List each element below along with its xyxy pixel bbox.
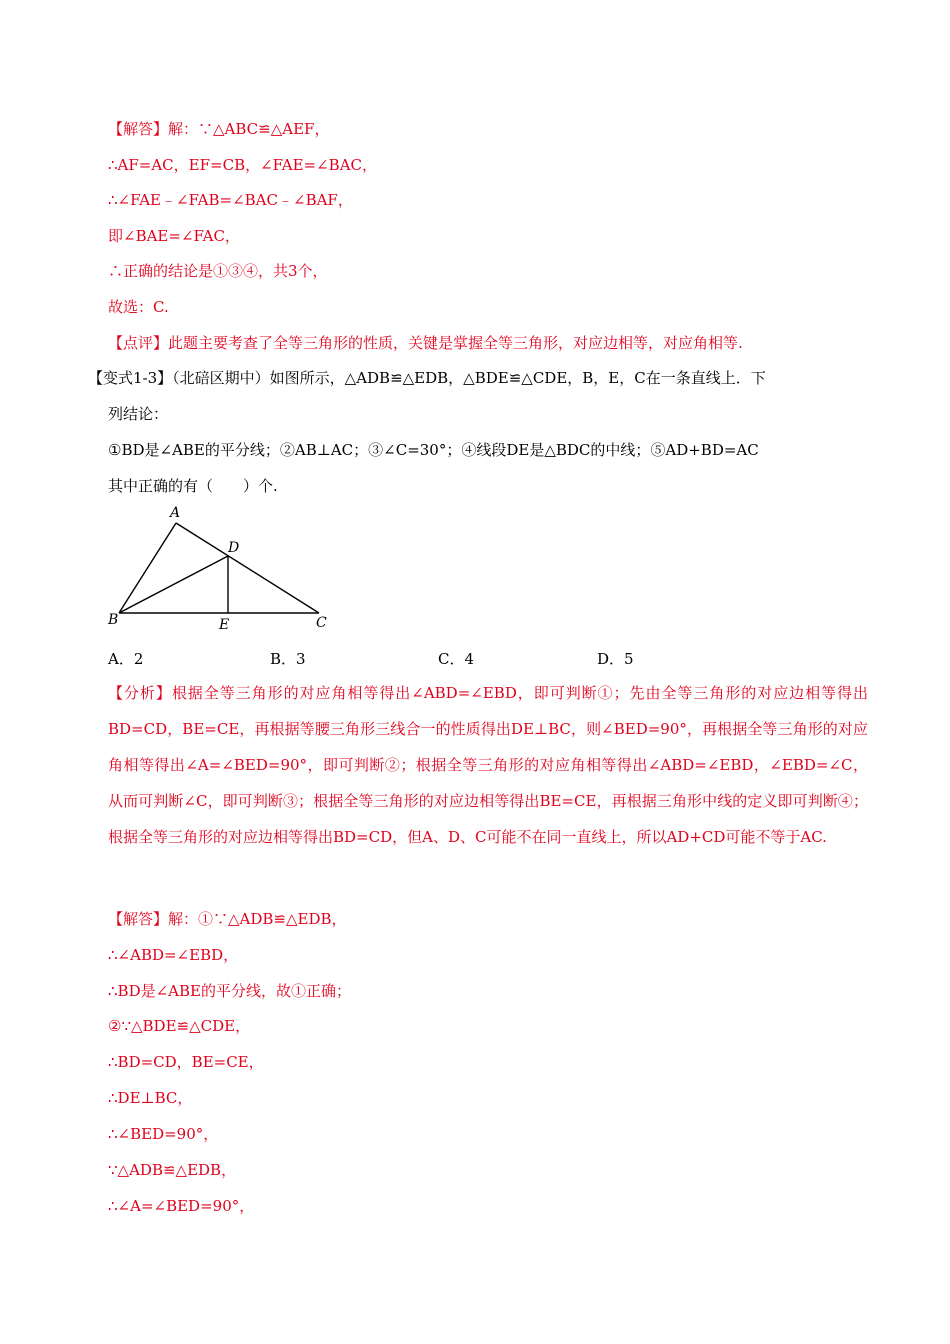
question-line-4: 其中正确的有（ ）个. [108, 477, 278, 495]
question-line-1: 【变式1-3】（北碚区期中）如图所示，△ADB≌△EDB，△BDE≌△CDE，B，E，C在一条直线上．下 [88, 369, 766, 387]
answer1-line-5: ∴正确的结论是①③④，共3个， [108, 262, 328, 280]
answer1-comment: 【点评】此题主要考查了全等三角形的性质，关键是掌握全等三角形，对应边相等，对应角相等. [108, 334, 743, 352]
question-line-3: ①BD是∠ABE的平分线；②AB⊥AC；③∠C=30°；④线段DE是△BDC的中线；⑤AD+BD=AC [108, 441, 759, 459]
option-c[interactable]: C．4 [438, 650, 475, 668]
label-c: C [316, 615, 327, 631]
option-d[interactable]: D．5 [597, 650, 634, 668]
triangle-figure [104, 500, 344, 635]
answer2-line-3: ∴BD是∠ABE的平分线，故①正确； [108, 982, 351, 1000]
answer1-line-4: 即∠BAE=∠FAC， [108, 227, 240, 245]
answer1-line-2: ∴AF=AC，EF=CB，∠FAE=∠BAC， [108, 156, 378, 174]
option-b[interactable]: B．3 [270, 650, 306, 668]
answer2-line-4: ②∵△BDE≌△CDE， [108, 1017, 251, 1035]
answer2-line-8: ∵△ADB≌△EDB， [108, 1161, 237, 1179]
question-line-2: 列结论： [108, 405, 169, 423]
answer2-line-2: ∴∠ABD=∠EBD， [108, 946, 239, 964]
label-b: B [108, 612, 119, 628]
analysis-paragraph: 【分析】根据全等三角形的对应角相等得出∠ABD=∠EBD，即可判断①；先由全等三角形的对应边相等得出BD=CD，BE=CE，再根据等腰三角形三线合一的性质得出DE⊥BC，则∠BED=90°，再根据全等三角形的对应角相等得出∠A=∠BED=90°，即可判断②；根据全等三角形的对应角相等得出∠ABD=∠EBD，∠EBD=∠C，从而可判断∠C，即可判断③；根据全等三角形的对应边相等得出BE=CE，再根据三角形中线的定义即可判断④；根据全等三角形的对应边相等得出BD=CD，但A、D、C可能不在同一直线上，所以AD+CD可能不等于AC. [108, 684, 868, 846]
answer1-line-3: ∴∠FAE﹣∠FAB=∠BAC﹣∠BAF， [108, 191, 353, 209]
label-a: A [170, 505, 181, 521]
answer2-line-5: ∴BD=CD，BE=CE， [108, 1053, 264, 1071]
answer2-line-9: ∴∠A=∠BED=90°， [108, 1197, 255, 1215]
label-d: D [228, 540, 240, 556]
option-a[interactable]: A．2 [108, 650, 144, 668]
answer2-line-1: 【解答】解：①∵△ADB≌△EDB， [108, 910, 347, 928]
answer1-line-1: 【解答】解：∵△ABC≌△AEF， [108, 120, 330, 138]
answer1-line-6: 故选：C. [108, 298, 169, 316]
segment-bd [119, 556, 228, 613]
label-e: E [219, 617, 230, 633]
segment-ac [176, 523, 319, 613]
answer2-line-6: ∴DE⊥BC， [108, 1089, 193, 1107]
answer2-line-7: ∴∠BED=90°， [108, 1125, 219, 1143]
segment-ab [119, 523, 176, 613]
